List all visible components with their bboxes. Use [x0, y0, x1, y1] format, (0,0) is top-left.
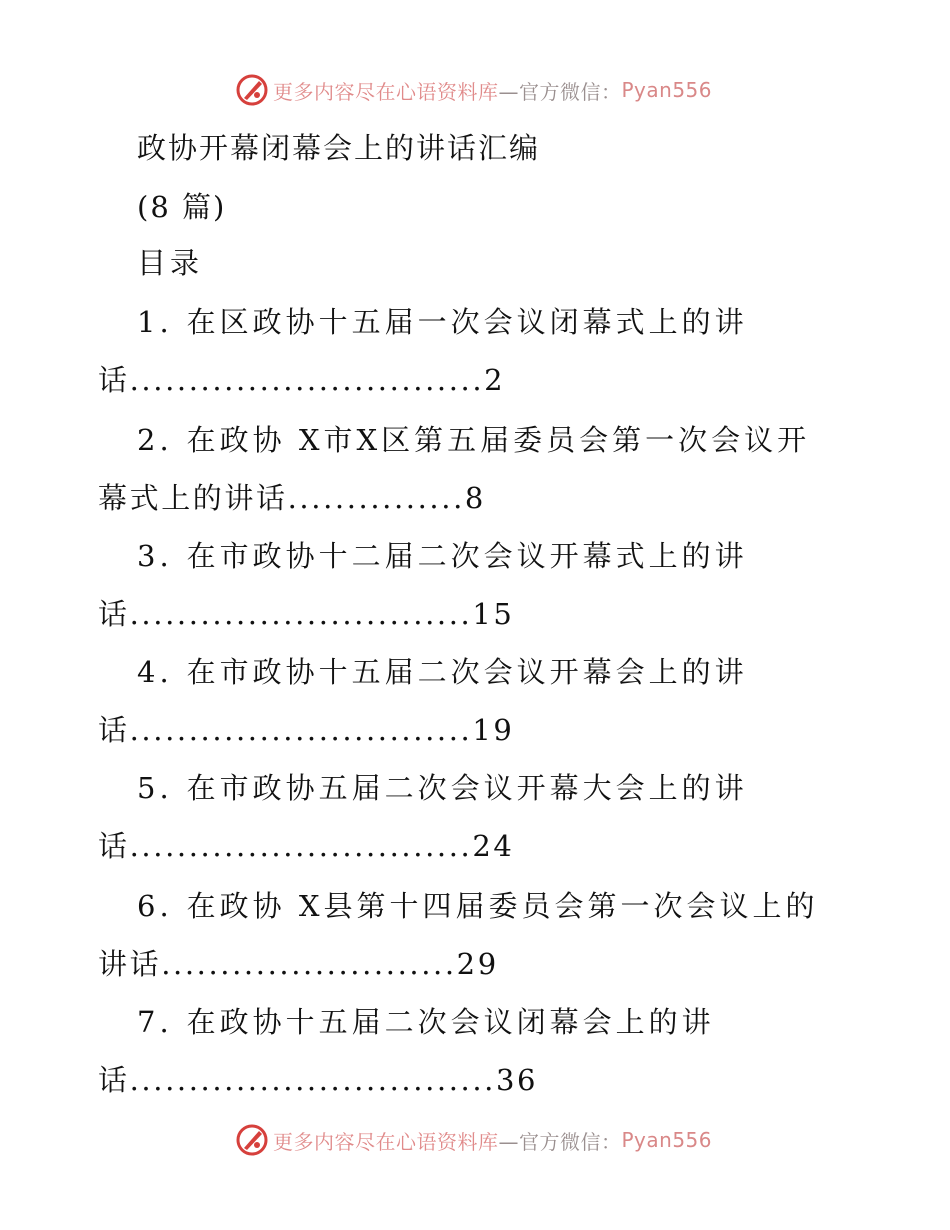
document-title: 政协开幕闭幕会上的讲话汇编 — [137, 131, 541, 165]
toc-entry-title: 在政协十五届二次会议闭幕会上的讲 — [186, 1005, 715, 1039]
toc-entry-2 — [137, 420, 810, 460]
header-banner — [235, 72, 715, 108]
toc-entry-7-cont — [98, 1060, 538, 1100]
toc-page-number: 24 — [472, 829, 515, 863]
toc-entry-number: 3. — [137, 539, 173, 573]
banner-text-wechat-id: Pyan556 — [621, 1128, 713, 1152]
toc-entry-title: 在政协 X市X区第五届委员会第一次会议开 — [186, 423, 811, 457]
toc-entry-3 — [137, 536, 748, 576]
toc-entry-6 — [137, 886, 819, 926]
toc-heading: 目录 — [137, 246, 204, 280]
document-subtitle: (8 篇) — [137, 190, 227, 224]
quill-logo-icon — [235, 1123, 269, 1157]
banner-text-wechat-label: —官方微信： — [498, 1129, 622, 1154]
toc-entry-title: 在区政协十五届一次会议闭幕式上的讲 — [186, 305, 748, 339]
toc-page-number: 15 — [472, 597, 515, 631]
toc-page-number: 2 — [484, 363, 506, 397]
toc-entry-title: 在市政协五届二次会议开幕大会上的讲 — [186, 771, 748, 805]
banner-text-wechat-label: —官方微信： — [498, 79, 622, 104]
toc-leader-dots: ............................. — [129, 597, 473, 631]
toc-page-number: 19 — [472, 713, 515, 747]
toc-leader-dots: .............................. — [129, 363, 485, 397]
toc-leader-dots: ............................... — [129, 1063, 496, 1097]
toc-entry-title-cont: 幕式上的讲话 — [98, 481, 288, 515]
banner-text-wechat-id: Pyan556 — [621, 78, 713, 102]
toc-leader-dots: ............................. — [129, 713, 473, 747]
quill-logo-icon — [235, 73, 269, 107]
toc-entry-title-cont: 话 — [98, 713, 130, 747]
toc-leader-dots: ......................... — [161, 947, 457, 981]
toc-entry-3-cont — [98, 594, 514, 634]
toc-entry-2-cont — [98, 478, 486, 518]
footer-banner — [235, 1122, 715, 1158]
toc-entry-number: 1. — [137, 305, 173, 339]
toc-entry-4-cont — [98, 710, 514, 750]
toc-entry-5-cont — [98, 826, 514, 866]
toc-entry-title: 在市政协十二届二次会议开幕式上的讲 — [186, 539, 748, 573]
toc-page-number: 36 — [495, 1063, 539, 1097]
toc-entry-7 — [137, 1002, 715, 1042]
toc-entry-1 — [137, 302, 748, 342]
toc-entry-number: 4. — [137, 655, 173, 689]
banner-text-main: 更多内容尽在心语资料库 — [273, 79, 499, 104]
toc-entry-title-cont: 话 — [98, 363, 130, 397]
toc-page-number: 29 — [456, 947, 499, 981]
toc-leader-dots: ............................. — [129, 829, 473, 863]
toc-entry-title-cont: 话 — [98, 829, 130, 863]
toc-entry-number: 2. — [137, 423, 173, 457]
toc-entry-title-cont: 话 — [98, 597, 130, 631]
toc-entry-number: 7. — [137, 1005, 173, 1039]
toc-entry-title: 在市政协十五届二次会议开幕会上的讲 — [186, 655, 748, 689]
toc-entry-5 — [137, 768, 748, 808]
toc-entry-title: 在政协 X县第十四届委员会第一次会议上的 — [186, 889, 819, 923]
toc-page-number: 8 — [464, 481, 486, 515]
toc-entry-title-cont: 讲话 — [98, 947, 162, 981]
toc-entry-4 — [137, 652, 748, 692]
toc-entry-number: 6. — [137, 889, 173, 923]
toc-entry-title-cont: 话 — [98, 1063, 130, 1097]
banner-text-main: 更多内容尽在心语资料库 — [273, 1129, 499, 1154]
toc-entry-6-cont — [98, 944, 499, 984]
toc-entry-number: 5. — [137, 771, 173, 805]
toc-leader-dots: ............... — [287, 481, 465, 515]
toc-entry-1-cont — [98, 360, 505, 400]
